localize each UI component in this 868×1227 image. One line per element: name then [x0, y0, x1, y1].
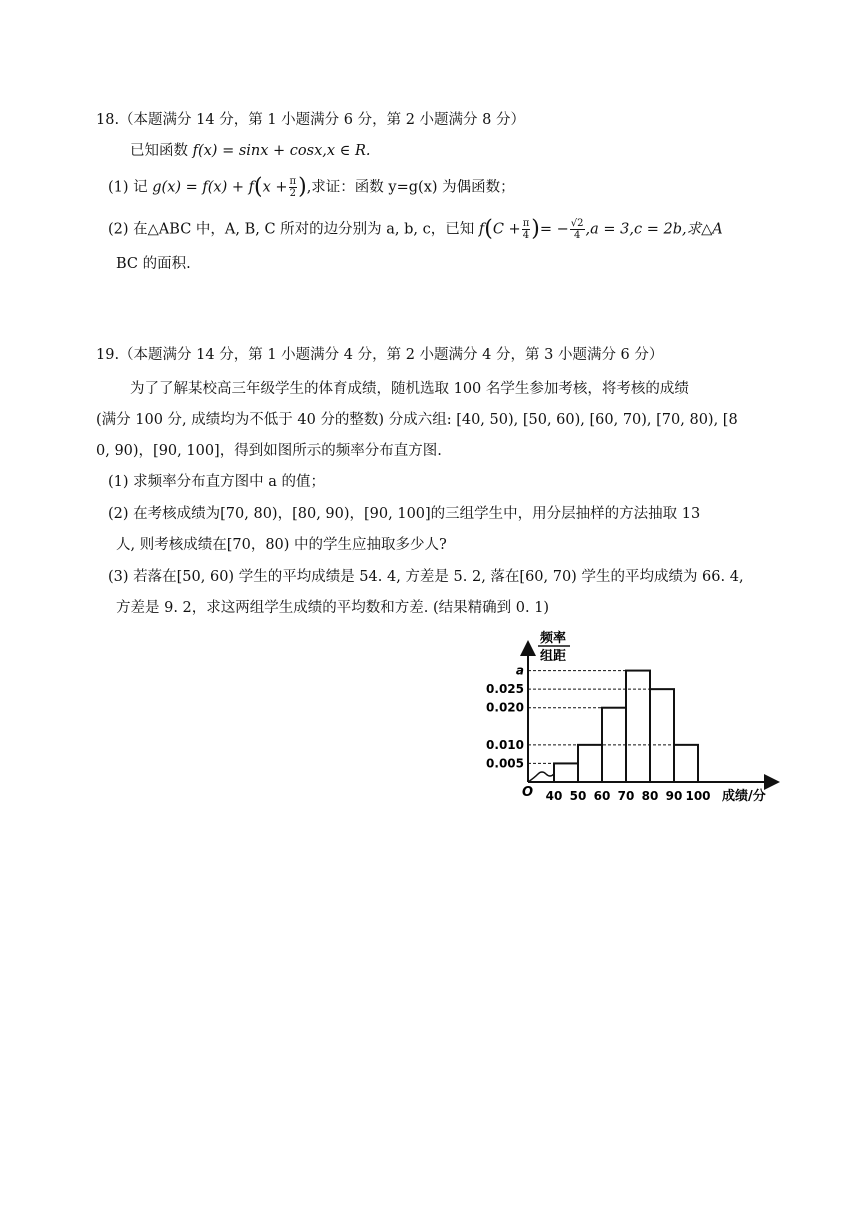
- q19-part1: (1) 求频率分布直方图中 a 的值；: [108, 474, 326, 490]
- frac-den: 4: [573, 230, 581, 241]
- x-tick-label: 80: [641, 789, 659, 803]
- x-axis-label: 成绩/分: [722, 789, 766, 804]
- origin-label: O: [522, 785, 534, 800]
- x-tick-label: 90: [665, 789, 683, 803]
- q18-p1-formula-b: x +: [262, 179, 288, 196]
- q19-part3-line2: 方差是 9. 2，求这两组学生成绩的平均数和方差. (结果精确到 0. 1): [116, 600, 550, 616]
- q18-given: [130, 141, 371, 161]
- right-paren: ): [298, 174, 307, 200]
- q18-given-formula: f(x) = sinx + cosx,x ∈ R.: [192, 143, 371, 159]
- frac-num: π: [522, 218, 530, 229]
- frac-den: 2: [289, 188, 296, 199]
- q18-part2: [108, 218, 723, 241]
- left-paren: (: [484, 216, 493, 242]
- q18-part2-line2: BC 的面积.: [116, 256, 191, 272]
- q19-header: 19.（本题满分 14 分，第 1 小题满分 4 分，第 2 小题满分 4 分，第 3 小题满分 6 分）: [96, 347, 664, 363]
- q18-p2-formula-b: C +: [492, 221, 521, 238]
- q19-intro-line2: (满分 100 分, 成绩均为不低于 40 分的整数) 分成六组: [40, 50), [50, 60), [60, 70), [70, 80), [8: [96, 412, 738, 428]
- q19-intro-line3: 0, 90)，[90, 100]，得到如图所示的频率分布直方图.: [96, 443, 442, 459]
- y-label-bottom: 组距: [540, 649, 567, 664]
- frequency-histogram: [486, 628, 780, 808]
- q18-p1-formula-a: g(x) = f(x) + f: [152, 179, 254, 196]
- q18-p2-mid: = −: [539, 221, 569, 238]
- frac-num: √2: [570, 218, 584, 229]
- x-tick-label: 50: [569, 789, 587, 803]
- q19-intro-line1: 为了了解某校高三年级学生的体育成绩，随机选取 100 名学生参加考核，将考核的成绩: [130, 381, 689, 397]
- frac-den: 4: [522, 230, 530, 241]
- q18-p2-formula-a: f: [478, 221, 485, 238]
- q18-p2-prefix: (2) 在△ABC 中，A, B, C 所对的边分别为 a, b, c，已知: [108, 221, 475, 238]
- axis-break: [528, 772, 554, 782]
- histogram-bar: [578, 745, 602, 782]
- histogram-bar: [674, 745, 698, 782]
- q18-p2-fraction1: [522, 218, 531, 241]
- frac-num: π: [289, 176, 297, 187]
- left-paren: (: [254, 174, 263, 200]
- q19-part2-line2: 人, 则考核成绩在[70，80) 中的学生应抽取多少人?: [116, 537, 447, 553]
- q18-part1: [108, 176, 515, 199]
- histogram-bar: [554, 763, 578, 782]
- q19-part2-line1: (2) 在考核成绩为[70, 80)，[80, 90)，[90, 100]的三组学生中，用分层抽样的方法抽取 13: [108, 506, 701, 522]
- x-tick-label: 60: [593, 789, 611, 803]
- q18-header: 18.（本题满分 14 分，第 1 小题满分 6 分，第 2 小题满分 8 分）: [96, 112, 526, 128]
- q18-p1-fraction: [289, 176, 298, 199]
- x-tick-label: 100: [685, 789, 711, 803]
- histogram-bar: [626, 671, 650, 782]
- q18-p1-prefix: (1) 记: [108, 179, 148, 196]
- q18-p1-suffix: ,求证：函数 y=g(x) 为偶函数；: [306, 179, 515, 196]
- q18-given-prefix: 已知函数: [130, 143, 188, 159]
- y-tick-label: 0.020: [486, 700, 524, 715]
- y-label-top: 频率: [540, 631, 567, 646]
- histogram-bar: [650, 689, 674, 782]
- q18-p2-suffix: ,a = 3,c = 2b,求△A: [585, 221, 723, 238]
- q18-p2-fraction2: [570, 218, 585, 241]
- q19-part3-line1: (3) 若落在[50, 60) 学生的平均成绩是 54. 4, 方差是 5. 2, 落在[60, 70) 学生的平均成绩为 66. 4,: [108, 569, 744, 585]
- y-tick-label: 0.025: [486, 682, 524, 697]
- y-tick-label: a: [515, 663, 524, 678]
- y-tick-label: 0.010: [486, 737, 524, 752]
- right-paren: ): [531, 216, 540, 242]
- x-tick-label: 40: [545, 789, 563, 803]
- x-tick-label: 70: [617, 789, 635, 803]
- y-tick-label: 0.005: [486, 756, 524, 771]
